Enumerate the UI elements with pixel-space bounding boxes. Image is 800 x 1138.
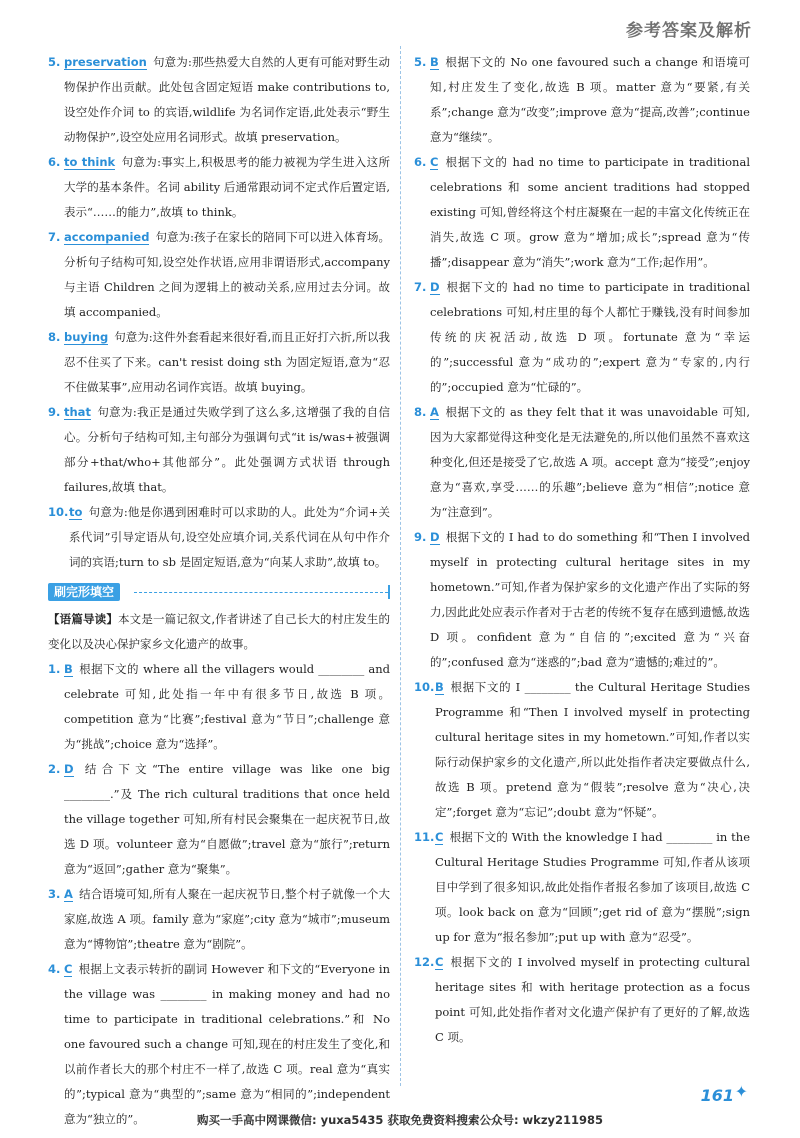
item-number: 2. — [48, 762, 61, 776]
cloze-item-4 — [48, 957, 390, 1132]
answer-item-8 — [48, 325, 390, 400]
sparkle-icon: ✦ — [734, 1082, 748, 1101]
item-number: 5. — [414, 55, 427, 69]
item-answer: that — [64, 405, 91, 419]
item-number: 9. — [414, 530, 427, 544]
item-answer: to — [69, 505, 83, 519]
cloze-item-2 — [48, 757, 390, 882]
item-explanation: 句意为:孩子在家长的陪同下可以进入体育场。分析句子结构可知,设空处作状语,应用非谓语形式,accompany 与主语 Children 之间为逻辑上的被动关系,应用过去分词。故填 accompanied。 — [64, 230, 390, 319]
item-answer: C — [430, 155, 439, 169]
cloze-item-12 — [414, 950, 750, 1050]
item-explanation: 根据下文的 I involved myself in protecting cultural heritage sites 和 with heritage protection as a focus point 可知,此处指作者对文化遗产保护有了更好的了解,故选 C 项。 — [435, 955, 750, 1044]
page-number: 161 — [700, 1086, 734, 1105]
cloze-item-3 — [48, 882, 390, 957]
cloze-item-8 — [414, 400, 750, 525]
item-answer: C — [64, 962, 73, 976]
cloze-item-1 — [48, 657, 390, 757]
item-number: 1. — [48, 662, 61, 676]
right-column — [414, 50, 750, 1050]
item-answer: B — [435, 680, 444, 694]
section-label: 刷完形填空 — [48, 583, 120, 601]
item-number: 12. — [414, 955, 435, 969]
item-answer: A — [64, 887, 73, 901]
answer-item-9 — [48, 400, 390, 500]
answer-item-10 — [48, 500, 390, 575]
item-number: 8. — [48, 330, 61, 344]
item-answer: D — [64, 762, 74, 776]
cloze-item-9 — [414, 525, 750, 675]
cloze-item-6 — [414, 150, 750, 275]
passage-guide — [48, 607, 390, 657]
item-explanation: 结合语境可知,所有人聚在一起庆祝节日,整个村子就像一个大家庭,故选 A 项。family 意为“家庭”;city 意为“城市”;museum 意为“博物馆”;theatre 意为“剧院”。 — [64, 887, 390, 951]
guide-text: 本文是一篇记叙文,作者讲述了自己长大的村庄发生的变化以及决心保护家乡文化遗产的故事。 — [48, 612, 391, 651]
item-answer: D — [430, 530, 440, 544]
item-explanation: 根据下文的 I had to do something 和“Then I involved myself in protecting cultural heritage sites in my hometown.”可知,作者为保护家乡的文化遗产作出了实际的努力,因此此处应表示作者对于古老的传统不复存在感到遗憾,故选 D 项。confident 意为“自信的”;excited 意为“兴奋的”;confused 意为“迷惑的”;bad 意为“遗憾的;难过的”。 — [430, 530, 750, 669]
item-explanation: 句意为:我正是通过失败学到了这么多,这增强了我的自信心。分析句子结构可知,主句部分为强调句式“it is/was+被强调部分+that/who+其他部分”。此处强调方式状语 through failures,故填 that。 — [64, 405, 390, 494]
item-explanation: 句意为:那些热爱大自然的人更有可能对野生动物保护作出贡献。此处包含固定短语 make contributions to,设空处作介词 to 的宾语,wildlife 为名词作定语,此处表示“野生动物保护”,设空处应用名词形式。故填 preservation。 — [64, 55, 390, 144]
item-answer: accompanied — [64, 230, 150, 244]
item-number: 3. — [48, 887, 61, 901]
item-number: 6. — [48, 155, 61, 169]
item-answer: C — [435, 830, 444, 844]
item-number: 8. — [414, 405, 427, 419]
item-explanation: 句意为:这件外套看起来很好看,而且正好打六折,所以我忍不住买了下来。can't resist doing sth 为固定短语,意为“忍不住做某事”,应用动名词作宾语。故填 buying。 — [64, 330, 390, 394]
item-explanation: 根据下文的 where all the villagers would ________ and celebrate 可知,此处指一年中有很多节日,故选 B 项。competition 意为“比赛”;festival 意为“节日”;challenge 意为“挑战”;choice 意为“选择”。 — [64, 662, 390, 751]
item-number: 7. — [48, 230, 61, 244]
item-answer: A — [430, 405, 439, 419]
guide-tag: 【语篇导读】 — [48, 612, 119, 626]
cloze-item-11 — [414, 825, 750, 950]
item-number: 10. — [48, 505, 69, 519]
footer-watermark: 购买一手高中网课微信: yuxa5435 获取免费资料搜索公众号: wkzy211985 — [196, 1113, 604, 1127]
item-answer: to think — [64, 155, 116, 169]
item-explanation: 根据下文的 had no time to participate in traditional celebrations 和 some ancient traditions had stopped existing 可知,曾经将这个村庄凝聚在一起的丰富文化传统正在消失,故选 C 项。grow 意为“增加;成长”;spread 意为“传播”;disappear 意为“消失”;work 意为“工作;起作用”。 — [430, 155, 750, 269]
item-answer: buying — [64, 330, 109, 344]
section-header — [48, 581, 390, 603]
item-explanation: 结合下文“The entire village was like one big ________.”及 The rich cultural traditions that once held the village together 可知,所有村民会聚集在一起庆祝节日,故选 D 项。volunteer 意为“自愿做”;travel 意为“旅行”;return 意为“返回”;gather 意为“聚集”。 — [64, 762, 390, 876]
section-dashed-line — [134, 592, 388, 593]
item-explanation: 根据下文的 With the knowledge I had ________ in the Cultural Heritage Studies Programme 可知,作者从该项目中学到了很多知识,故此处指作者报名参加了该项目,故选 C 项。look back on 意为“回顾”;get rid of 意为“摆脱”;sign up for 意为“报名参加”;put up with 意为“忍受”。 — [435, 830, 750, 944]
item-answer: D — [430, 280, 440, 294]
item-explanation: 根据下文的 as they felt that it was unavoidable 可知,因为大家都觉得这种变化是无法避免的,所以他们虽然不喜欢这种变化,但还是接受了它,故选 A 项。accept 意为“接受”;enjoy 意为“喜欢,享受……的乐趣”;believe 意为“相信”;notice 意为“注意到”。 — [430, 405, 750, 519]
item-number: 4. — [48, 962, 61, 976]
item-explanation: 根据下文的 No one favoured such a change 和语境可知,村庄发生了变化,故选 B 项。matter 意为“要紧,有关系”;change 意为“改变”;improve 意为“提高,改善”;continue 意为“继续”。 — [430, 55, 750, 144]
item-answer: preservation — [64, 55, 147, 69]
item-number: 9. — [48, 405, 61, 419]
left-column — [48, 50, 390, 1132]
cloze-item-10 — [414, 675, 750, 825]
item-explanation: 根据下文的 I ________ the Cultural Heritage Studies Programme 和“Then I involved myself in protecting cultural heritage sites in my hometown.”可知,作者以实际行动保护家乡的文化遗产,所以此处指作者决定要做点什么,故选 B 项。pretend 意为“假装”;resolve 意为“决心,决定”;forget 意为“忘记”;doubt 意为“怀疑”。 — [435, 680, 750, 819]
answer-item-7 — [48, 225, 390, 325]
cloze-item-7 — [414, 275, 750, 400]
answer-item-6 — [48, 150, 390, 225]
item-number: 10. — [414, 680, 435, 694]
answer-item-5 — [48, 50, 390, 150]
item-answer: B — [64, 662, 73, 676]
item-explanation: 句意为:事实上,积极思考的能力被视为学生进入这所大学的基本条件。名词 ability 后通常跟动词不定式作后置定语,表示“……的能力”,故填 to think。 — [64, 155, 390, 219]
item-explanation: 根据下文的 had no time to participate in traditional celebrations 可知,村庄里的每个人都忙于赚钱,没有时间参加传统的庆祝活动,故选 D 项。fortunate 意为“幸运的”;successful 意为“成功的”;expert 意为“专家的,内行的”;occupied 意为“忙碌的”。 — [430, 280, 750, 394]
item-number: 5. — [48, 55, 61, 69]
item-number: 11. — [414, 830, 435, 844]
item-answer: B — [430, 55, 439, 69]
item-number: 6. — [414, 155, 427, 169]
item-explanation: 句意为:他是你遇到困难时可以求助的人。此处为“介词+关系代词”引导定语从句,设空处应填介词,关系代词在从句中作介词的宾语;turn to sb 是固定短语,意为“向某人求助”,故填 to。 — [69, 505, 390, 569]
item-explanation: 根据上文表示转折的副词 However 和下文的“Everyone in the village was ________ in making money and had no time to participate in traditional celebrations.”和 No one favoured such a change 可知,现在的村庄发生了变化,和以前作者长大的那个村庄不一样了,故选 C 项。real 意为“真实的”;typical 意为“典型的”;same 意为“相同的”;independent 意为“独立的”。 — [64, 962, 390, 1126]
column-divider — [400, 46, 401, 1086]
cloze-item-5 — [414, 50, 750, 150]
item-number: 7. — [414, 280, 427, 294]
item-answer: C — [435, 955, 444, 969]
section-end-mark — [388, 585, 390, 599]
page-header-title: 参考答案及解析 — [626, 21, 752, 41]
